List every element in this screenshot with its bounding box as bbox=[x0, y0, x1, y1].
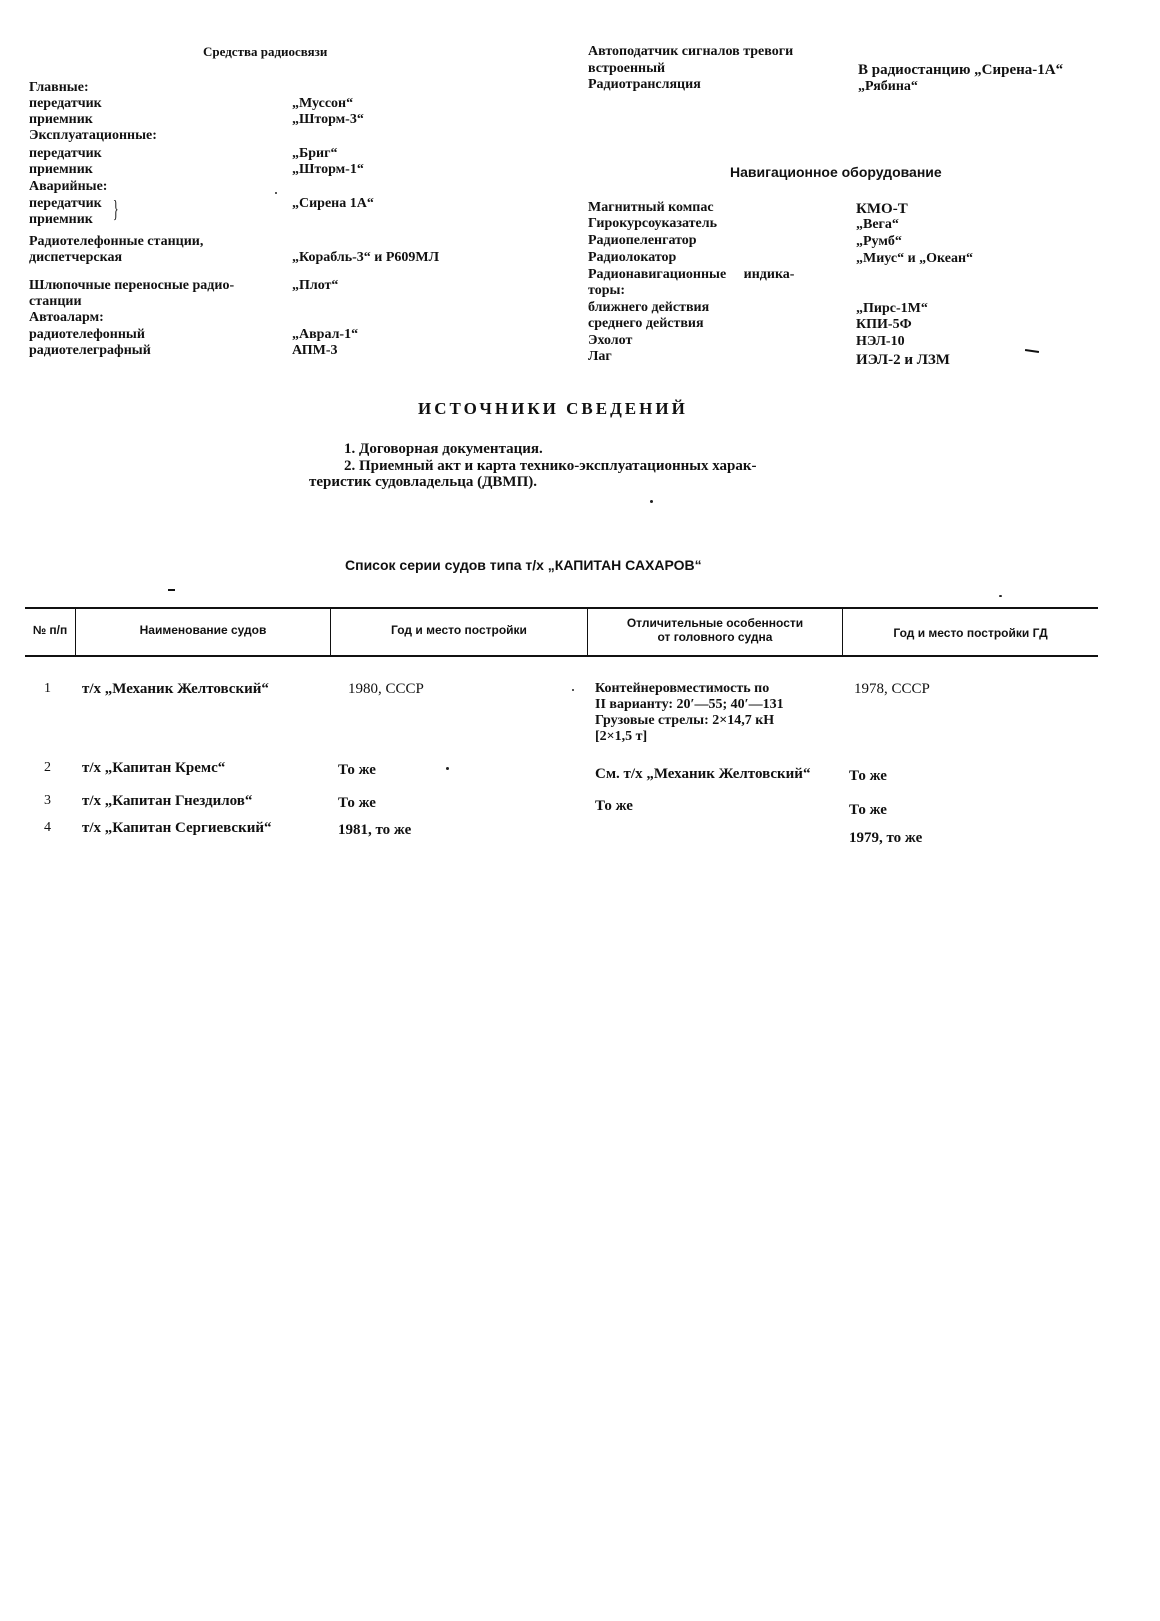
table-header-rule bbox=[25, 655, 1098, 657]
row-diff-line: Грузовые стрелы: 2×14,7 кН bbox=[595, 713, 775, 728]
radio-value: АПМ-3 bbox=[292, 343, 338, 358]
radio-value: „Сирена 1А“ bbox=[292, 196, 374, 211]
nav-value: ИЭЛ-2 и ЛЗМ bbox=[856, 352, 950, 368]
radio-label: приемник bbox=[29, 112, 93, 127]
nav-value: „Миус“ и „Океан“ bbox=[856, 251, 974, 266]
radio-value: „Бриг“ bbox=[292, 146, 338, 161]
row-year: 1981, то же bbox=[338, 822, 412, 838]
scan-speck bbox=[275, 192, 277, 194]
row-num: 4 bbox=[44, 820, 51, 835]
header-diff-line1: Отличительные особенности bbox=[626, 616, 804, 630]
broadcast-value: „Рябина“ bbox=[858, 79, 918, 94]
radio-label: передатчик bbox=[29, 146, 102, 161]
nav-label: Эхолот bbox=[588, 333, 633, 348]
radio-label: Автоаларм: bbox=[29, 310, 104, 325]
radio-value: „Плот“ bbox=[292, 278, 339, 293]
header-gd: Год и место постройки ГД bbox=[893, 626, 1048, 640]
nav-label: ближнего действия bbox=[588, 300, 710, 315]
scan-speck bbox=[572, 689, 574, 691]
row-diff-line: II варианту: 20′—55; 40′—131 bbox=[595, 697, 784, 712]
alarm-label-line1: Автоподатчик сигналов тревоги bbox=[588, 44, 794, 59]
nav-value: КМО-Т bbox=[856, 201, 908, 217]
radio-label: Главные: bbox=[29, 80, 89, 95]
radio-label: радиотелеграфный bbox=[29, 343, 151, 358]
broadcast-label: Радиотрансляция bbox=[588, 77, 701, 92]
row-name: т/х „Капитан Гнездилов“ bbox=[82, 793, 253, 809]
nav-value: КПИ-5Ф bbox=[856, 317, 912, 332]
row-name: т/х „Капитан Кремс“ bbox=[82, 760, 226, 776]
row-diff-line: Контейнеровместимость по bbox=[595, 681, 770, 696]
row-num: 3 bbox=[44, 793, 51, 808]
radio-label: приемник bbox=[29, 212, 93, 227]
scan-speck bbox=[446, 767, 449, 770]
header-name: Наименование судов bbox=[139, 623, 267, 637]
sources-line: 1. Договорная документация. bbox=[344, 441, 543, 457]
header-num: № п/п bbox=[32, 623, 68, 637]
stray-dash-mark bbox=[168, 589, 175, 591]
scan-speck bbox=[999, 595, 1002, 597]
nav-value: „Вега“ bbox=[856, 217, 899, 232]
row-num: 1 bbox=[44, 681, 51, 696]
row-year: То же bbox=[338, 795, 376, 811]
table-top-rule bbox=[25, 607, 1098, 609]
header-diff bbox=[588, 616, 842, 644]
row-gd: То же bbox=[849, 802, 887, 818]
radio-label: Радиотелефонные станции, bbox=[29, 234, 204, 249]
nav-label: Радионавигационные индика- bbox=[588, 267, 795, 282]
row-gd: 1979, то же bbox=[849, 830, 923, 846]
nav-value: „Пирс-1М“ bbox=[856, 301, 928, 316]
sources-line: теристик судовладельца (ДВМП). bbox=[309, 474, 537, 490]
radio-value: „Шторм-1“ bbox=[292, 162, 364, 177]
radio-label: передатчик bbox=[29, 196, 102, 211]
radio-value: „Аврал-1“ bbox=[292, 327, 359, 342]
nav-label: среднего действия bbox=[588, 316, 704, 331]
radio-label: станции bbox=[29, 294, 82, 309]
row-diff-line: См. т/х „Механик Желтовский“ bbox=[595, 766, 811, 782]
alarm-label-line2: встроенный bbox=[588, 61, 666, 76]
nav-label: Магнитный компас bbox=[588, 200, 714, 215]
header-diff-line2: от головного судна bbox=[657, 630, 773, 644]
radio-label: передатчик bbox=[29, 96, 102, 111]
radio-label: радиотелефонный bbox=[29, 327, 145, 342]
nav-label: Радиопеленгатор bbox=[588, 233, 697, 248]
row-year: 1980, СССР bbox=[348, 681, 424, 697]
nav-label: Лаг bbox=[588, 349, 612, 364]
margin-dash-mark bbox=[1025, 349, 1039, 353]
radio-label: Эксплуатационные: bbox=[29, 128, 157, 143]
nav-section-title: Навигационное оборудование bbox=[730, 164, 942, 180]
row-name: т/х „Капитан Сергиевский“ bbox=[82, 820, 272, 836]
radio-value: „Муссон“ bbox=[292, 96, 354, 111]
radio-label: приемник bbox=[29, 162, 93, 177]
row-num: 2 bbox=[44, 760, 51, 775]
row-diff-line: То же bbox=[595, 798, 633, 814]
radio-value: „Корабль-3“ и Р609МЛ bbox=[292, 250, 440, 265]
radio-section-title: Средства радиосвязи bbox=[203, 44, 328, 59]
row-gd: То же bbox=[849, 768, 887, 784]
row-diff-line: [2×1,5 т] bbox=[595, 729, 648, 744]
scan-speck bbox=[650, 500, 653, 503]
sources-line: 2. Приемный акт и карта технико-эксплуатационных харак- bbox=[344, 458, 757, 474]
nav-label: Гирокурсоуказатель bbox=[588, 216, 718, 231]
radio-label: Шлюпочные переносные радио- bbox=[29, 278, 235, 293]
row-name: т/х „Механик Желтовский“ bbox=[82, 681, 269, 697]
radio-label: диспетчерская bbox=[29, 250, 123, 265]
row-gd: 1978, СССР bbox=[854, 681, 930, 697]
row-year: То же bbox=[338, 762, 376, 778]
radio-value: „Шторм-3“ bbox=[292, 112, 364, 127]
alarm-value: В радиостанцию „Сирена-1А“ bbox=[858, 62, 1064, 78]
sources-title: ИСТОЧНИКИ СВЕДЕНИЙ bbox=[418, 399, 688, 418]
brace-glyph: } bbox=[112, 197, 119, 223]
nav-label: торы: bbox=[588, 283, 626, 298]
series-title: Список серии судов типа т/х „КАПИТАН САХАРОВ“ bbox=[345, 557, 702, 573]
nav-value: „Румб“ bbox=[856, 234, 902, 249]
nav-value: НЭЛ-10 bbox=[856, 334, 905, 349]
radio-label: Аварийные: bbox=[29, 179, 108, 194]
header-year: Год и место постройки bbox=[391, 623, 527, 637]
nav-label: Радиолокатор bbox=[588, 250, 677, 265]
